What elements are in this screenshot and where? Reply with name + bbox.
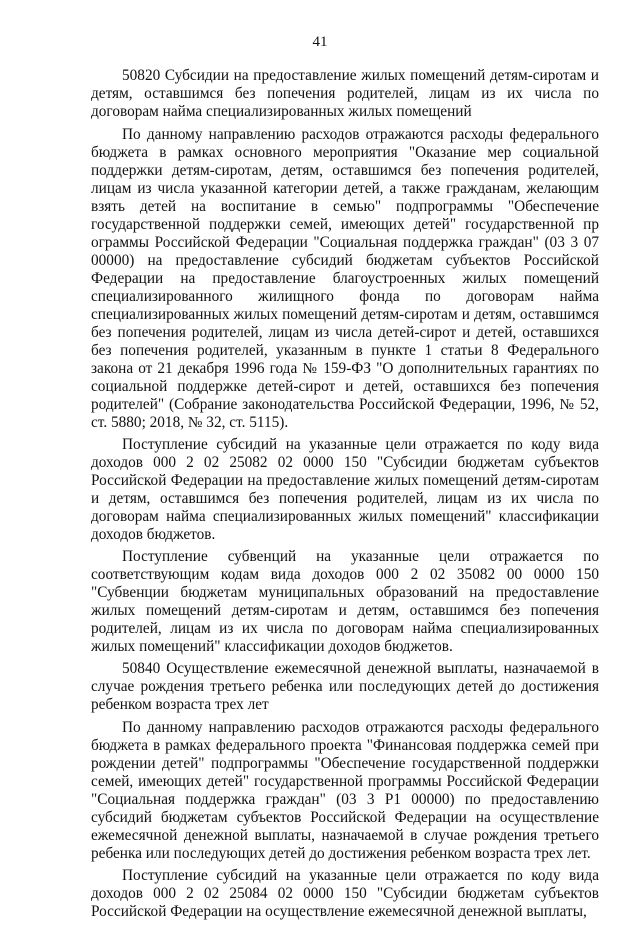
paragraph-50840-description: По данному направлению расходов отражаются расходы федерального бюджета в рамках федерального проекта "Финансовая поддержка семей при рождении детей" подпрограммы "Обеспечение государственной поддержки семей, имеющих детей" государственной программы Российской Федерации "Социальная поддержка граждан" (03 3 P1 00000) по предоставлению субсидий бюджетам субъектов Российской Федерации на осуществление ежемесячной денежной выплаты, назначаемой в случае рождения третьего ребенка или последующих детей до достижения ребенком возраста трех лет. bbox=[91, 719, 599, 862]
paragraph-50820-subventions-income: Поступление субвенций на указанные цели отражается по соответствующим кодам вида доходов 000 2 02 35082 00 0000 150 "Субвенции бюджетам муниципальных образований на предоставление жилых помещений детям-сиротам и детям, оставшимся без попечения родителей, лицам из их числа по договорам найма специализированных жилых помещений" классификации доходов бюджетов. bbox=[91, 548, 599, 655]
section-heading-50820: 50820 Субсидии на предоставление жилых помещений детям-сиротам и детям, оставшимся без попечения родителей, лицам из их числа по договорам найма специализированных жилых помещений bbox=[91, 67, 599, 120]
paragraph-50820-description: По данному направлению расходов отражаются расходы федерального бюджета в рамках основного мероприятия "Оказание мер социальной поддержки детям-сиротам, детям, оставшимся без попечения родителей, лицам из числа указанной категории детей, а также гражданам, желающим взять детей на воспитание в семью" подпрограммы "Обеспечение государственной поддержки семей, имеющих детей" государственной пр огрaммы Российской Федерации "Социальная поддержка граждан" (03 3 07 00000) на предоставление субсидий бюджетам субъектов Российской Федерации на предоставление благоустроенных жилых помещений специализированного жилищного фонда по договорам найма специализированных жилых помещений детям-сиротам и детям, оставшимся без попечения родителей, лицам из числа детей-сирот и детей, оставшихся без попечения родителей, указанным в пункте 1 статьи 8 Федерального закона от 21 декабря 1996 года № 159-ФЗ "О дополнительных гарантиях по социальной поддержке детей-сирот и детей, оставшихся без попечения родителей" (Собрание законодательства Российской Федерации, 1996, № 52, ст. 5880; 2018, № 32, ст. 5115). bbox=[91, 126, 599, 431]
section-heading-50840: 50840 Осуществление ежемесячной денежной выплаты, назначаемой в случае рождения третьего ребенка или последующих детей до достижения ребенком возраста трех лет bbox=[91, 660, 599, 713]
paragraph-50840-subsidies-income: Поступление субсидий на указанные цели отражается по коду вида доходов 000 2 02 25084 02 0000 150 "Субсидии бюджетам субъектов Российской Федерации на осуществление ежемесячной денежной выплаты, bbox=[91, 867, 599, 920]
document-body bbox=[91, 67, 599, 925]
paragraph-50820-subsidies-income: Поступление субсидий на указанные цели отражается по коду вида доходов 000 2 02 25082 02 0000 150 "Субсидии бюджетам субъектов Российской Федерации на предоставление жилых помещений детям-сиротам и детям, оставшимся без попечения родителей, лицам из их числа по договорам найма специализированных жилых помещений" классификации доходов бюджетов. bbox=[91, 436, 599, 543]
page-number: 41 bbox=[312, 34, 328, 50]
